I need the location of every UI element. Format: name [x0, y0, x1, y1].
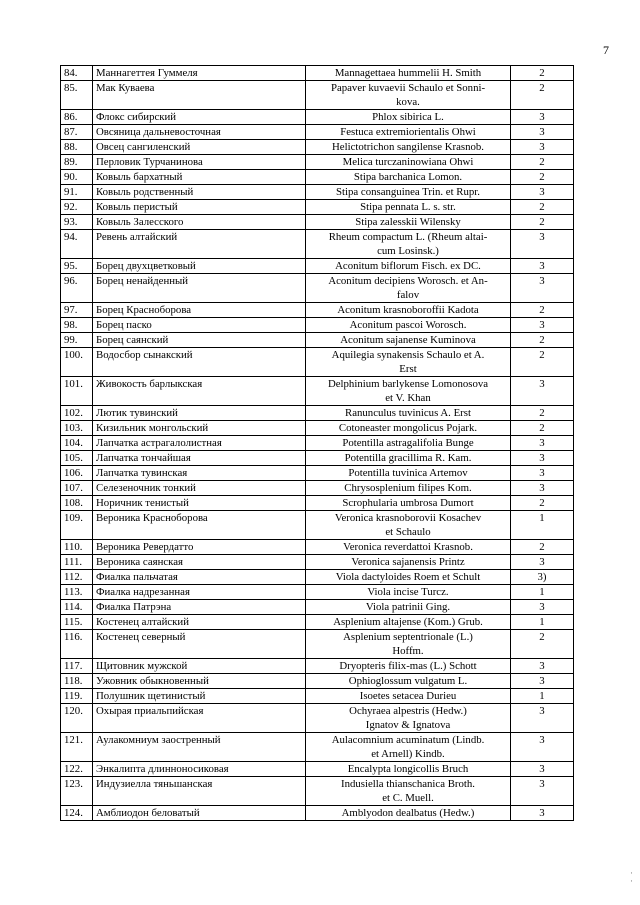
cell-latin-name: Phlox sibirica L. — [306, 110, 511, 125]
cell-russian-name: Лапчатка астрагалолистная — [93, 436, 306, 451]
cell-russian-name: Охырая приальпийская — [93, 704, 306, 733]
cell-category: 3 — [511, 674, 574, 689]
cell-number: 122. — [61, 762, 93, 777]
cell-category: 2 — [511, 406, 574, 421]
table-row — [61, 570, 574, 585]
table-row — [61, 600, 574, 615]
cell-russian-name: Ковыль родственный — [93, 185, 306, 200]
table-row — [61, 348, 574, 377]
table-row — [61, 333, 574, 348]
cell-number: 107. — [61, 481, 93, 496]
cell-russian-name: Фиалка Патрэна — [93, 600, 306, 615]
cell-russian-name: Перловик Турчанинова — [93, 155, 306, 170]
table-row — [61, 274, 574, 303]
table-row — [61, 303, 574, 318]
table-row — [61, 674, 574, 689]
cell-number: 112. — [61, 570, 93, 585]
table-row — [61, 200, 574, 215]
cell-russian-name: Лапчатка тончайшая — [93, 451, 306, 466]
cell-category: 2 — [511, 155, 574, 170]
cell-latin-name: Helictotrichon sangilense Krasnob. — [306, 140, 511, 155]
cell-latin-name: Melica turczaninowiana Ohwi — [306, 155, 511, 170]
table-row — [61, 466, 574, 481]
cell-category: 2 — [511, 66, 574, 81]
cell-category: 2 — [511, 170, 574, 185]
table-row — [61, 140, 574, 155]
cell-russian-name: Ковыль Залесского — [93, 215, 306, 230]
cell-russian-name: Кизильник монгольский — [93, 421, 306, 436]
cell-number: 110. — [61, 540, 93, 555]
cell-latin-name: Aulacomnium acuminatum (Lindb. et Arnell) Kindb. — [306, 733, 511, 762]
cell-latin-name: Viola dactyloides Roem et Schult — [306, 570, 511, 585]
cell-category: 3 — [511, 806, 574, 821]
table-row — [61, 259, 574, 274]
cell-category: 3 — [511, 481, 574, 496]
cell-category: 2 — [511, 333, 574, 348]
cell-latin-name: Potentilla gracillima R. Kam. — [306, 451, 511, 466]
cell-category: 3 — [511, 762, 574, 777]
cell-number: 90. — [61, 170, 93, 185]
cell-russian-name: Селезеночник тонкий — [93, 481, 306, 496]
cell-latin-name: Aconitum decipiens Worosch. et An- falov — [306, 274, 511, 303]
cell-category: 3 — [511, 466, 574, 481]
table-row — [61, 185, 574, 200]
table-row — [61, 406, 574, 421]
cell-number: 89. — [61, 155, 93, 170]
cell-number: 87. — [61, 125, 93, 140]
cell-category: 1 — [511, 689, 574, 704]
table-row — [61, 125, 574, 140]
table-row — [61, 630, 574, 659]
cell-category: 2 — [511, 421, 574, 436]
cell-russian-name: Костенец алтайский — [93, 615, 306, 630]
cell-russian-name: Щитовник мужской — [93, 659, 306, 674]
cell-russian-name: Вероника саянская — [93, 555, 306, 570]
cell-russian-name: Борец паско — [93, 318, 306, 333]
cell-latin-name: Viola incise Turcz. — [306, 585, 511, 600]
page-number: 7 — [603, 43, 609, 57]
cell-number: 120. — [61, 704, 93, 733]
cell-russian-name: Ковыль бархатный — [93, 170, 306, 185]
table-row — [61, 496, 574, 511]
cell-russian-name: Энкалипта длинноносиковая — [93, 762, 306, 777]
cell-category: 3 — [511, 318, 574, 333]
table-row — [61, 421, 574, 436]
cell-number: 85. — [61, 81, 93, 110]
cell-number: 108. — [61, 496, 93, 511]
table-row — [61, 777, 574, 806]
cell-russian-name: Мак Куваева — [93, 81, 306, 110]
table-row — [61, 170, 574, 185]
cell-number: 91. — [61, 185, 93, 200]
cell-latin-name: Asplenium septentrionale (L.) Hoffm. — [306, 630, 511, 659]
cell-latin-name: Potentilla tuvinica Artemov — [306, 466, 511, 481]
cell-number: 105. — [61, 451, 93, 466]
cell-latin-name: Aconitum sajanense Kuminova — [306, 333, 511, 348]
table-row — [61, 733, 574, 762]
cell-number: 106. — [61, 466, 93, 481]
cell-russian-name: Фиалка пальчатая — [93, 570, 306, 585]
cell-number: 118. — [61, 674, 93, 689]
cell-number: 99. — [61, 333, 93, 348]
cell-number: 114. — [61, 600, 93, 615]
cell-category: 2 — [511, 630, 574, 659]
cell-russian-name: Борец саянский — [93, 333, 306, 348]
cell-latin-name: Viola patrinii Ging. — [306, 600, 511, 615]
cell-category: 3 — [511, 125, 574, 140]
cell-number: 92. — [61, 200, 93, 215]
cell-category: 3 — [511, 555, 574, 570]
cell-russian-name: Ковыль перистый — [93, 200, 306, 215]
cell-category: 2 — [511, 215, 574, 230]
cell-latin-name: Veronica krasnoborovii Kosachev et Schaulo — [306, 511, 511, 540]
cell-number: 104. — [61, 436, 93, 451]
cell-russian-name: Ревень алтайский — [93, 230, 306, 259]
cell-category: 3 — [511, 436, 574, 451]
cell-category: 2 — [511, 348, 574, 377]
cell-latin-name: Stipa zalesskii Wilensky — [306, 215, 511, 230]
cell-latin-name: Aquilegia synakensis Schaulo et A. Erst — [306, 348, 511, 377]
cell-category: 3 — [511, 600, 574, 615]
cell-latin-name: Veronica sajanensis Printz — [306, 555, 511, 570]
cell-russian-name: Живокость барлыкская — [93, 377, 306, 406]
table-row — [61, 215, 574, 230]
cell-latin-name: Chrysosplenium filipes Kom. — [306, 481, 511, 496]
cell-latin-name: Indusiella thianschanica Broth. et C. Muell. — [306, 777, 511, 806]
cell-russian-name: Борец двухцветковый — [93, 259, 306, 274]
cell-latin-name: Delphinium barlykense Lomonosova et V. Khan — [306, 377, 511, 406]
cell-category: 2 — [511, 540, 574, 555]
cell-number: 102. — [61, 406, 93, 421]
table-row — [61, 555, 574, 570]
cell-category: 1 — [511, 511, 574, 540]
cell-russian-name: Вероника Ревердатто — [93, 540, 306, 555]
cell-category: 3 — [511, 659, 574, 674]
cell-category: 3 — [511, 140, 574, 155]
cell-category: 3 — [511, 259, 574, 274]
cell-number: 111. — [61, 555, 93, 570]
cell-latin-name: Isoetes setacea Durieu — [306, 689, 511, 704]
cell-number: 95. — [61, 259, 93, 274]
cell-number: 97. — [61, 303, 93, 318]
table-row — [61, 436, 574, 451]
cell-number: 124. — [61, 806, 93, 821]
cell-russian-name: Маннагеттея Гуммеля — [93, 66, 306, 81]
cell-latin-name: Festuca extremiorientalis Ohwi — [306, 125, 511, 140]
cell-number: 98. — [61, 318, 93, 333]
cell-latin-name: Papaver kuvaevii Schaulo et Sonni- kova. — [306, 81, 511, 110]
table-row — [61, 377, 574, 406]
cell-category: 3 — [511, 733, 574, 762]
table-row — [61, 318, 574, 333]
cell-number: 117. — [61, 659, 93, 674]
cell-russian-name: Лапчатка тувинская — [93, 466, 306, 481]
cell-russian-name: Костенец северный — [93, 630, 306, 659]
table-row — [61, 481, 574, 496]
cell-number: 123. — [61, 777, 93, 806]
cell-number: 121. — [61, 733, 93, 762]
cell-latin-name: Dryopteris filix-mas (L.) Schott — [306, 659, 511, 674]
cell-number: 116. — [61, 630, 93, 659]
table-row — [61, 689, 574, 704]
cell-russian-name: Водосбор сынакский — [93, 348, 306, 377]
cell-category: 2 — [511, 200, 574, 215]
cell-category: 1 — [511, 585, 574, 600]
cell-category: 3 — [511, 274, 574, 303]
cell-category: 2 — [511, 303, 574, 318]
cell-russian-name: Норичник тенистый — [93, 496, 306, 511]
cell-category: 2 — [511, 81, 574, 110]
table-row — [61, 511, 574, 540]
cell-category: 2 — [511, 496, 574, 511]
cell-russian-name: Индузиелла тяньшанская — [93, 777, 306, 806]
cell-russian-name: Овсяница дальневосточная — [93, 125, 306, 140]
cell-latin-name: Ochyraea alpestris (Hedw.) Ignatov & Ignatova — [306, 704, 511, 733]
table-row — [61, 451, 574, 466]
cell-latin-name: Amblyodon dealbatus (Hedw.) — [306, 806, 511, 821]
cell-number: 100. — [61, 348, 93, 377]
cell-number: 93. — [61, 215, 93, 230]
cell-latin-name: Cotoneaster mongolicus Pojark. — [306, 421, 511, 436]
cell-russian-name: Вероника Красноборова — [93, 511, 306, 540]
table-row — [61, 66, 574, 81]
cell-latin-name: Stipa barchanica Lomon. — [306, 170, 511, 185]
scan-mark: · · — [630, 868, 633, 886]
table-row — [61, 659, 574, 674]
cell-number: 113. — [61, 585, 93, 600]
cell-number: 96. — [61, 274, 93, 303]
cell-category: 3 — [511, 704, 574, 733]
cell-number: 101. — [61, 377, 93, 406]
cell-number: 88. — [61, 140, 93, 155]
table-row — [61, 585, 574, 600]
species-table — [60, 65, 574, 821]
cell-category: 3 — [511, 451, 574, 466]
cell-russian-name: Ужовник обыкновенный — [93, 674, 306, 689]
cell-latin-name: Ophioglossum vulgatum L. — [306, 674, 511, 689]
cell-number: 84. — [61, 66, 93, 81]
table-row — [61, 704, 574, 733]
table-row — [61, 81, 574, 110]
cell-latin-name: Aconitum biflorum Fisch. ex DC. — [306, 259, 511, 274]
cell-category: 3) — [511, 570, 574, 585]
cell-latin-name: Scrophularia umbrosa Dumort — [306, 496, 511, 511]
cell-number: 109. — [61, 511, 93, 540]
cell-russian-name: Лютик тувинский — [93, 406, 306, 421]
table-row — [61, 230, 574, 259]
cell-russian-name: Полушник щетинистый — [93, 689, 306, 704]
table-row — [61, 615, 574, 630]
cell-russian-name: Борец Красноборова — [93, 303, 306, 318]
table-row — [61, 762, 574, 777]
cell-latin-name: Veronica reverdattoi Krasnob. — [306, 540, 511, 555]
table-row — [61, 155, 574, 170]
cell-number: 103. — [61, 421, 93, 436]
table-row — [61, 110, 574, 125]
cell-number: 119. — [61, 689, 93, 704]
cell-category: 1 — [511, 615, 574, 630]
cell-latin-name: Rheum compactum L. (Rheum altai- cum Losinsk.) — [306, 230, 511, 259]
cell-latin-name: Potentilla astragalifolia Bunge — [306, 436, 511, 451]
table-row — [61, 806, 574, 821]
cell-category: 3 — [511, 110, 574, 125]
cell-latin-name: Aconitum krasnoboroffii Kadota — [306, 303, 511, 318]
table-row — [61, 540, 574, 555]
cell-latin-name: Aconitum pascoi Worosch. — [306, 318, 511, 333]
cell-russian-name: Овсец сангиленский — [93, 140, 306, 155]
cell-russian-name: Фиалка надрезанная — [93, 585, 306, 600]
cell-russian-name: Борец ненайденный — [93, 274, 306, 303]
cell-number: 115. — [61, 615, 93, 630]
cell-latin-name: Mannagettaea hummelii H. Smith — [306, 66, 511, 81]
cell-latin-name: Asplenium altajense (Kom.) Grub. — [306, 615, 511, 630]
cell-russian-name: Флокс сибирский — [93, 110, 306, 125]
cell-category: 3 — [511, 185, 574, 200]
cell-number: 86. — [61, 110, 93, 125]
cell-russian-name: Амблиодон беловатый — [93, 806, 306, 821]
cell-category: 3 — [511, 777, 574, 806]
cell-category: 3 — [511, 230, 574, 259]
cell-latin-name: Ranunculus tuvinicus A. Erst — [306, 406, 511, 421]
cell-category: 3 — [511, 377, 574, 406]
cell-latin-name: Encalypta longicollis Bruch — [306, 762, 511, 777]
cell-latin-name: Stipa pennata L. s. str. — [306, 200, 511, 215]
cell-latin-name: Stipa consanguinea Trin. et Rupr. — [306, 185, 511, 200]
cell-russian-name: Аулакомниум заостренный — [93, 733, 306, 762]
cell-number: 94. — [61, 230, 93, 259]
